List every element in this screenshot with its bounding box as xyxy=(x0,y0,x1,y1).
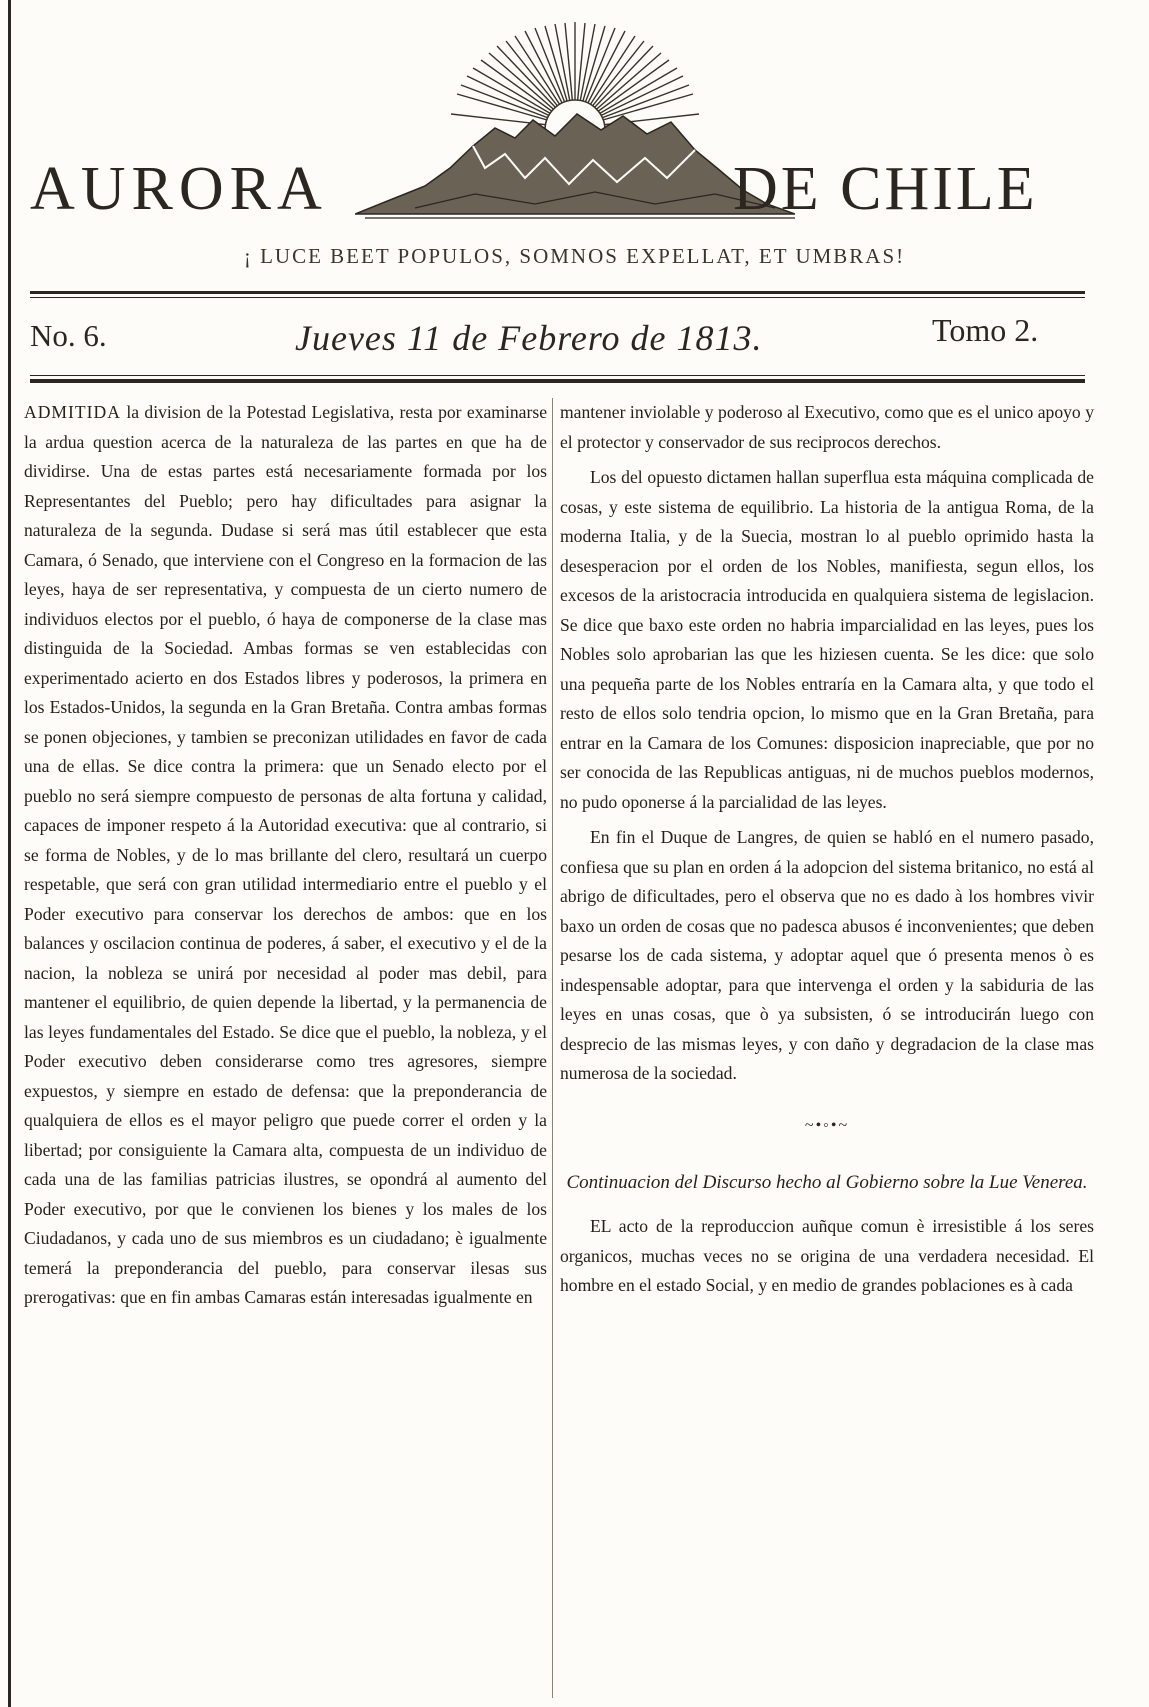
issue-number: No. 6. xyxy=(30,318,107,353)
right-column xyxy=(560,398,1094,1307)
masthead-title-right: DE CHILE xyxy=(733,155,1038,223)
article-paragraph xyxy=(24,398,547,1313)
issue-volume: Tomo 2. xyxy=(932,312,1039,348)
rising-sun-mountains-emblem xyxy=(355,18,795,228)
header-rule-thick xyxy=(30,291,1085,294)
issue-date: Jueves 11 de Febrero de 1813. xyxy=(295,318,763,358)
masthead-title-left: AURORA xyxy=(30,155,328,223)
article-paragraph: EL acto de la reproduccion auñque comun è irresistible á los seres organicos, muchas veces no se origina de una verdadera necesidad. El hombre en el estado Social, y en medio de grandes poblaciones es à cada xyxy=(560,1216,1094,1295)
header-rule-thin xyxy=(30,297,1085,298)
dateline-rule-thin xyxy=(30,375,1085,376)
article-paragraph-continued: mantener inviolable y poderoso al Executivo, como que es el unico apoyo y el protector y conservador de sus reciprocos derechos. xyxy=(560,402,1094,452)
article-body-text: la division de la Potestad Legislativa, resta por examinarse la ardua question acerca de la naturaleza de las partes en que ha de dividirse. Una de estas partes está necesariamente formada por los Representantes del Pueblo; pero hay dificultades para asignar la naturaleza de la segunda. Dudase si será mas útil establecer que esta Camara, ó Senado, que interviene con el Congreso en la formacion de las leyes, haya de ser representativa, y compuesta de un cierto numero de individuos electos por el pueblo, ó haya de componerse de la clase mas distinguida de la Sociedad. Ambas formas se ven establecidas con experimentado acierto en dos Estados libres y poderosos, la primera en los Estados-Unidos, la segunda en la Gran Bretaña. Contra ambas formas se ponen objeciones, y tambien se preconizan utilidades en favor de cada una de ellas. Se dice contra la primera: que un Senado electo por el pueblo no será siempre compuesto de personas de alta fortuna y calidad, capaces de imponer respeto á la Autoridad executiva: que al contrario, si se forma de Nobles, y de lo mas brillante del clero, resultará un cuerpo respetable, que será con gran utilidad intermediario entre el pueblo y el Poder executivo para conservar los derechos de ambos: que en los balances y oscilacion continua de poderes, á saber, el executivo y el de la nacion, la nobleza se unirá por necesidad al poder mas debil, para mantener el equilibrio, de quien depende la libertad, y la permanencia de las leyes fundamentales del Estado. Se dice que el pueblo, la nobleza, y el Poder executivo deben considerarse como tres agresores, siempre expuestos, y siempre en estado de defensa: que la preponderancia de qualquiera de ellos es el mayor peligro que puede correr el orden y la libertad; por consiguiente la Camara alta, compuesta de un individuo de cada una de las familias patricias ilustres, se opondrá al aumento del Poder executivo, por que le convienen los bienes y los males de los Ciudadanos, y cada uno de sus miembros es un ciudadano; è igualmente temerá la preponderancia del pueblo, para conservar ilesas sus prerogativas: que en fin ambas Camaras están interesadas igualmente en xyxy=(24,402,548,1307)
article-paragraph: Los del opuesto dictamen hallan superflua esta máquina complicada de cosas, y este sistema de equilibrio. La historia de la antigua Roma, de la moderna Italia, y de la Suecia, mostran lo al pueblo oprimido hasta la desesperacion por el orden de los Nobles, manifiesta, segun ellos, los excesos de la aristocracia introducida en qualquiera sistema de legislacion. Se dice que baxo este orden no habria imparcialidad en las leyes, pues los Nobles solo aprobarian las que les hiziesen cuenta. Se les dice: que solo una pequeña parte de los Nobles entraría en la Camara alta, y que todo el resto de ellos solo tendria opcion, lo mismo que en la Gran Bretaña, para entrar en la Camara de los Comunes: disposicion inapreciable, que por no ser conocida de las Republicas antiguas, ni de muchos pueblos modernos, no pudo oponerse á la parcialidad de las leyes. xyxy=(560,467,1094,812)
lead-word: ADMITIDA xyxy=(24,402,121,422)
left-column xyxy=(24,398,547,1319)
article-paragraph: En fin el Duque de Langres, de quien se habló en el numero pasado, confiesa que su plan en orden á la adopcion del sistema britanico, no está al abrigo de dificultades, pero el observa que no es dado à los hombres vivir baxo un orden de cosas que no padesca abusos é inconvenientes; que deben pesarse los de cada sistema, y adoptar aquel que ó presenta menos ò es indespensable adoptar, para que intervenga el orden y la sabiduria de las leyes en unas cosas, que ò ya subsisten, ó se introducirán luego con desprecio de las mismas leyes, y con daño y degradacion de la clase mas numerosa de la sociedad. xyxy=(560,827,1094,1083)
masthead-motto: ¡ LUCE BEET POPULOS, SOMNOS EXPELLAT, ET UMBRAS! xyxy=(243,244,906,268)
section-ornament: ~•◦•~ xyxy=(804,1116,850,1134)
dateline-rule-thick xyxy=(30,379,1085,383)
section-heading: Continuacion del Discurso hecho al Gobierno sobre la Lue Venerea. xyxy=(566,1172,1088,1193)
column-divider xyxy=(552,398,553,1698)
